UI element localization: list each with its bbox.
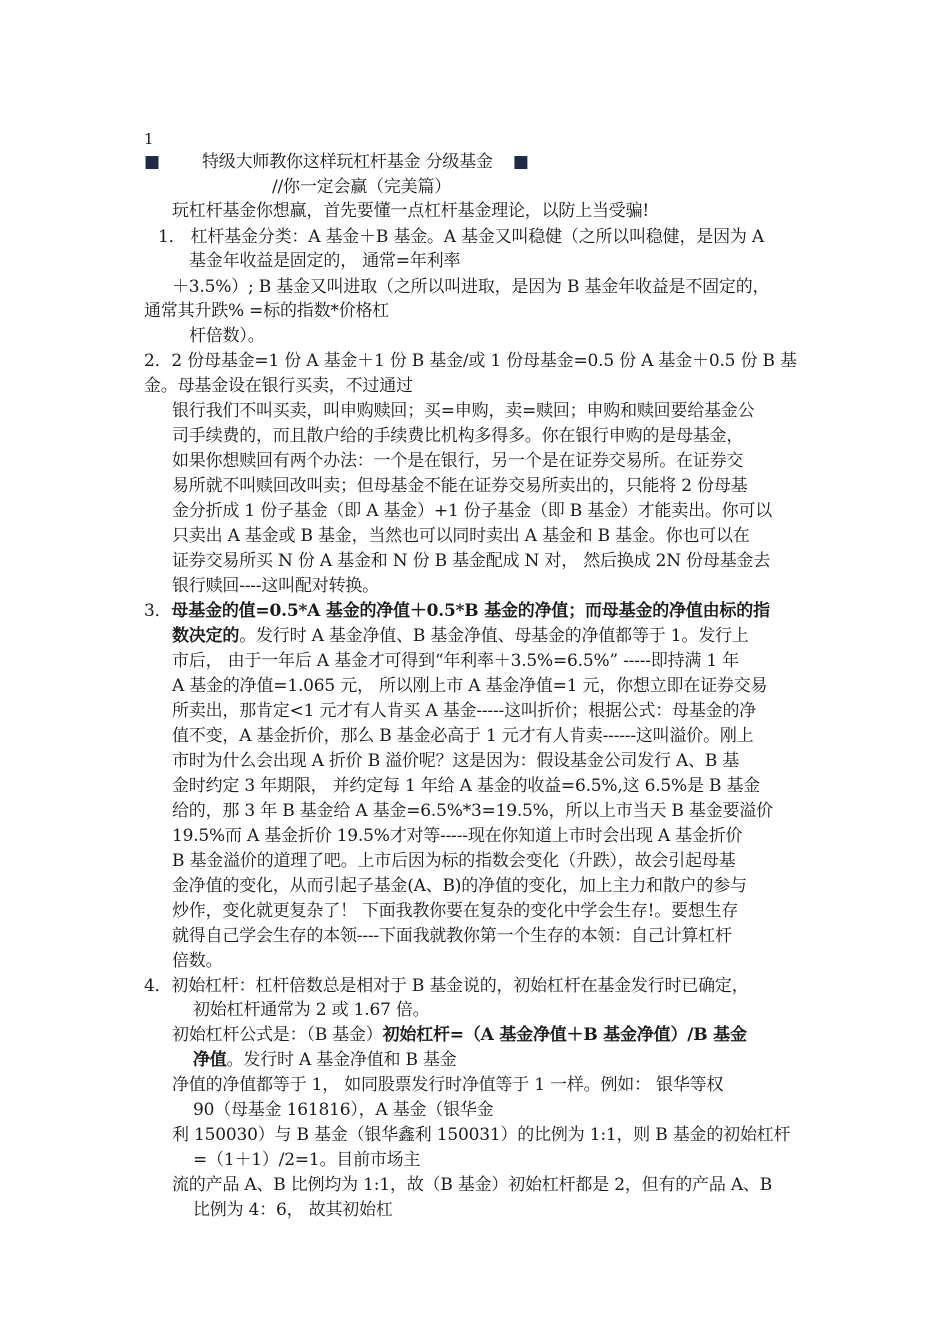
section-3-bold-lead: 母基金的值=0.5*A 基金的净值＋0.5*B 基金的净值；而母基金的净值由标的指 — [171, 601, 770, 621]
section-4-line-3-text: 初始杠杆公式是：（B 基金） — [172, 1025, 383, 1045]
section-4-line-8: =（1＋1）/2=1。目前市场主 — [193, 1150, 421, 1170]
section-3-line-7: 市时为什么会出现 A 折价 B 溢价呢？这是因为：假设基金公司发行 A、B 基 — [172, 751, 740, 771]
section-3-line-11: B 基金溢价的道理了吧。上市后因为标的指数会变化（升跌），故会引起母基 — [172, 851, 736, 871]
square-bullet-icon: ■ — [512, 152, 529, 172]
section-3-line-2 — [172, 624, 749, 648]
section-4-line-1: 4．初始杠杆：杠杆倍数总是相对于 B 基金说的，初始杠杆在基金发行时已确定， — [144, 976, 749, 996]
section-4-line-7: 利 150030）与 B 基金（银华鑫利 150031）的比例为 1:1，则 B 基金的初始杠杆 — [172, 1125, 791, 1145]
document-title: 特级大师教你这样玩杠杆基金 分级基金 — [202, 152, 493, 172]
section-2-line-3: 银行我们不叫买卖，叫申购赎回；买=申购，卖=赎回；申购和赎回要给基金公 — [172, 401, 755, 421]
section-2-line-8: 只卖出 A 基金或 B 基金，当然也可以同时卖出 A 基金和 B 基金。你也可以在 — [172, 526, 750, 546]
section-2-line-1: 2．2 份母基金=1 份 A 基金＋1 份 B 基金/或 1 份母基金=0.5 份 A 基金＋0.5 份 B 基 — [144, 351, 797, 371]
intro-paragraph: 玩杠杆基金你想赢，首先要懂一点杠杆基金理论，以防上当受骗! — [172, 201, 650, 221]
section-1-line-2: 基金年收益是固定的， 通常=年利率 — [189, 251, 461, 271]
section-3-line-6: 值不变，A 基金折价，那么 B 基金必高于 1 元才有人肯卖------这叫溢价。刚上 — [172, 726, 754, 746]
section-1-line-3: ＋3.5%）; B 基金又叫进取（之所以叫进取，是因为 B 基金年收益是不固定的， — [172, 277, 770, 297]
section-1-line-4: 通常其升跌% =标的指数*价格杠 — [144, 301, 390, 321]
section-2-line-6: 易所就不叫赎回改叫卖；但母基金不能在证券交易所卖出的，只能将 2 份母基 — [172, 476, 748, 496]
section-3-bold-tail: 数决定的 — [172, 626, 240, 646]
section-4-line-4 — [193, 1048, 457, 1072]
section-4-line-2: 初始杠杆通常为 2 或 1.67 倍。 — [193, 1000, 430, 1020]
section-3-line-1 — [144, 599, 770, 623]
section-3-line-4: A 基金的净值=1.065 元， 所以刚上市 A 基金净值=1 元，你想立即在证券交易 — [172, 676, 768, 696]
section-1-line-1: 1． 杠杆基金分类：A 基金＋B 基金。A 基金又叫稳健（之所以叫稳健，是因为 A — [158, 227, 764, 247]
section-3-number: 3． — [144, 601, 172, 621]
section-2-line-2: 金。母基金设在银行买卖，不过通过 — [144, 376, 413, 396]
section-4-line-4-text: 。发行时 A 基金净值和 B 基金 — [226, 1050, 457, 1070]
section-3-line-3: 市后， 由于一年后 A 基金才可得到“年利率＋3.5%=6.5%” -----即持满 1 年 — [172, 651, 740, 671]
section-1-line-5: 杆倍数）。 — [189, 326, 265, 346]
section-2-line-4: 司手续费的，而且散户给的手续费比机构多得多。你在银行申购的是母基金， — [172, 426, 744, 446]
section-3-line-13: 炒作，变化就更复杂了！ 下面我教你要在复杂的变化中学会生存!。要想生存 — [172, 901, 739, 921]
section-3-line-12: 金净值的变化，从而引起子基金(A、B)的净值的变化，加上主力和散户的参与 — [172, 876, 747, 896]
section-3-line-5: 所卖出，那肯定<1 元才有人肯买 A 基金-----这叫折价；根据公式：母基金的净 — [172, 701, 757, 721]
section-3-line-10: 19.5%而 A 基金折价 19.5%才对等-----现在你知道上市时会出现 A 基金折价 — [172, 826, 743, 846]
section-2-line-7: 金分折成 1 份子基金（即 A 基金）+1 份子基金（即 B 基金）才能卖出。你可以 — [172, 501, 773, 521]
section-2-line-9: 证券交易所买 N 份 A 基金和 N 份 B 基金配成 N 对， 然后换成 2N 份母基金去 — [172, 551, 771, 571]
section-3-line-2-text: 。发行时 A 基金净值、B 基金净值、母基金的净值都等于 1。发行上 — [239, 626, 749, 646]
section-4-line-10: 比例为 4：6， 故其初始杠 — [193, 1200, 393, 1220]
square-bullet-icon: ■ — [144, 152, 160, 172]
section-4-line-6: 90（母基金 161816），A 基金（银华金 — [193, 1100, 494, 1120]
title-line — [144, 150, 529, 174]
section-3-line-15: 倍数。 — [172, 951, 223, 971]
leverage-formula-tail: 净值 — [193, 1050, 227, 1070]
section-3-line-8: 金时约定 3 年期限， 并约定每 1 年给 A 基金的收益=6.5%,这 6.5%是 B 基金 — [172, 776, 761, 796]
section-2-line-10: 银行赎回----这叫配对转换。 — [172, 576, 379, 596]
section-2-line-5: 如果你想赎回有两个办法：一个是在银行，另一个是在证券交易所。在证券交 — [172, 451, 744, 471]
document-subtitle: //你一定会赢（完美篇） — [272, 177, 452, 197]
section-4-line-9: 流的产品 A、B 比例均为 1:1，故（B 基金）初始杠杆都是 2，但有的产品 A、B — [172, 1175, 773, 1195]
section-3-line-9: 给的，那 3 年 B 基金给 A 基金=6.5%*3=19.5%，所以上市当天 B 基金要溢价 — [172, 801, 773, 821]
leverage-formula: 初始杠杆=（A 基金净值＋B 基金净值）/B 基金 — [382, 1025, 747, 1045]
section-4-line-5: 净值的净值都等于 1， 如同股票发行时净值等于 1 一样。例如： 银华等权 — [172, 1075, 724, 1095]
section-4-line-3 — [172, 1023, 747, 1047]
page-number: 1 — [144, 130, 154, 148]
section-3-line-14: 就得自己学会生存的本领----下面我就教你第一个生存的本领：自己计算杠杆 — [172, 926, 732, 946]
